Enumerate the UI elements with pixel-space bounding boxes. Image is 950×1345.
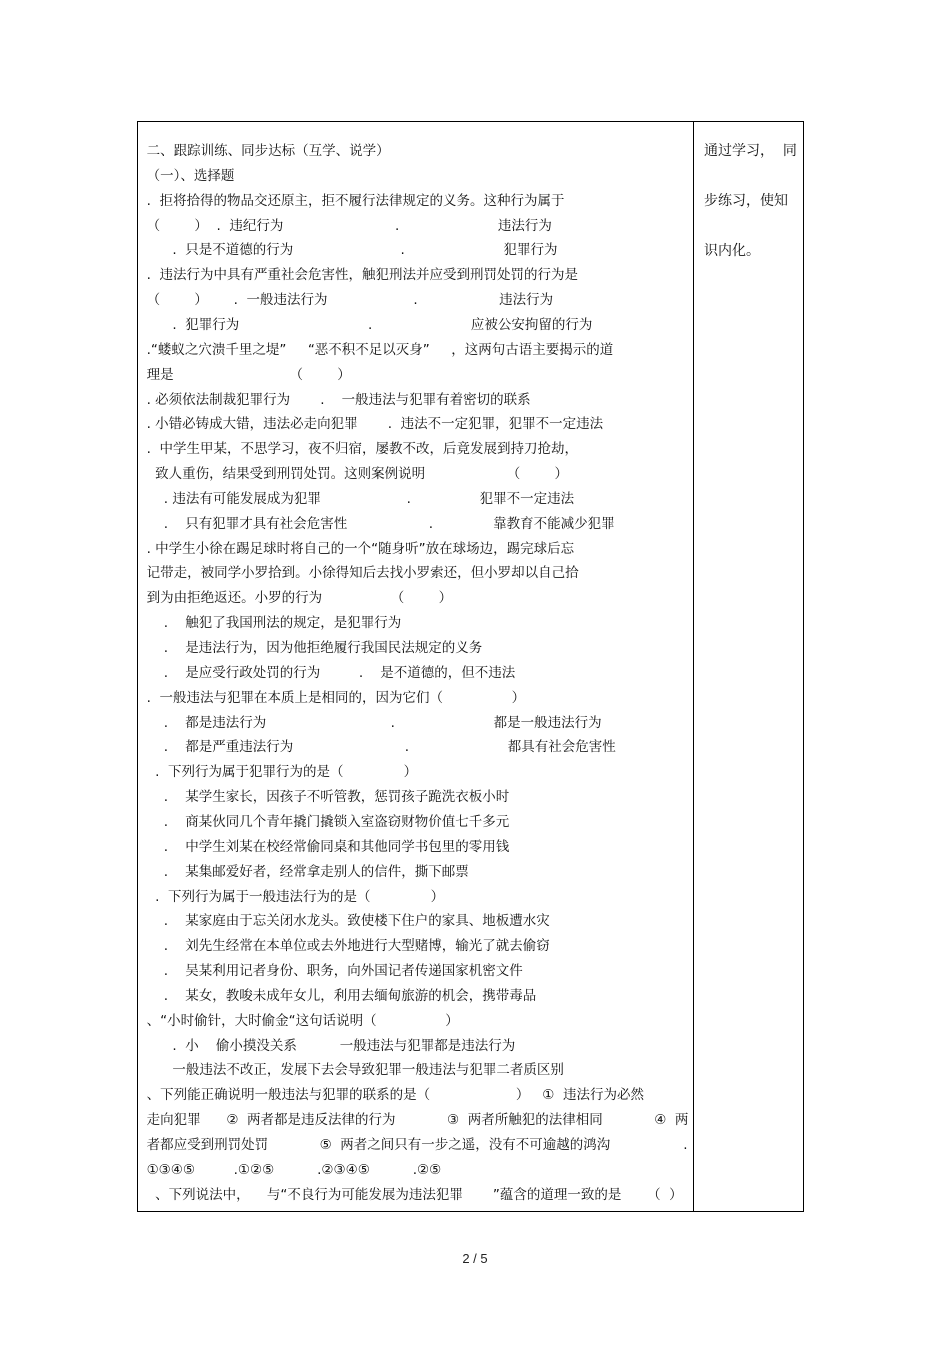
exercise-line: （ ） . 一般违法行为 . 违法行为 (138, 292, 554, 309)
exercise-line: （ ） . 违纪行为 . 违法行为 (138, 217, 552, 234)
exercise-line: . 小 偷小摸没关系 一般违法与犯罪都是违法行为 (138, 1037, 516, 1054)
exercise-line: （一）、选择题 (138, 167, 235, 184)
exercise-line: . 是违法行为，因为他拒绝履行我国民法规定的义务 (138, 640, 483, 656)
note-line: 通过学习， 同 (704, 143, 797, 159)
exercise-line: . 违法行为中具有严重社会危害性，触犯刑法并应受到刑罚处罚的行为是 (138, 267, 578, 284)
exercise-line: . 犯罪行为 . 应被公安拘留的行为 (138, 316, 593, 333)
note-line: 步练习，使知 (704, 193, 788, 209)
exercise-line: 、“小时偷针，大时偷金“这句话说明（ ） (138, 1012, 459, 1029)
exercise-line: . 必须依法制裁犯罪行为 . 一般违法与犯罪有着密切的联系 (138, 391, 531, 408)
exercise-line: . 一般违法与犯罪在本质上是相同的，因为它们（ ） (138, 689, 526, 706)
exercise-line: . 违法有可能发展成为犯罪 . 犯罪不一定违法 (138, 490, 575, 507)
exercise-line: . 下列行为属于犯罪行为的是（ ） (138, 764, 418, 781)
notes-cell (694, 121, 804, 1211)
exercise-line: . 某女，教唆未成年女儿，利用去缅甸旅游的机会，携带毒品 (138, 987, 537, 1004)
exercise-line: . 只有犯罪才具有社会危害性 . 靠教育不能减少犯罪 (138, 515, 615, 532)
exercise-line: . 中学生刘某在校经常偷同桌和其他同学书包里的零用钱 (138, 838, 510, 855)
exercise-line: . 中学生甲某，不思学习，夜不归宿，屡教不改，后竟发展到持刀抢劫， (138, 441, 578, 458)
exercise-cell (138, 121, 693, 1211)
exercise-line: 走向犯罪 ② 两者都是违反法律的行为 ③ 两者所触犯的法律相同 ④ 两 (138, 1112, 689, 1129)
exercise-line: . 是应受行政处罚的行为 . 是不道德的，但不违法 (138, 664, 516, 681)
exercise-line: 、下列能正确说明一般违法与犯罪的联系的是（ ） ① 违法行为必然 (138, 1087, 644, 1104)
exercise-line: 一般违法不改正，发展下去会导致犯罪一般违法与犯罪二者质区别 (138, 1062, 564, 1079)
exercise-line: 记带走，被同学小罗拾到。小徐得知后去找小罗索还，但小罗却以自己拾 (138, 565, 579, 582)
exercise-line: . 拒将拾得的物品交还原主，拒不履行法律规定的义务。这种行为属于 (138, 192, 565, 209)
note-line: 识内化。 (704, 243, 760, 259)
exercise-line: ①③④⑤ .①②⑤ .②③④⑤ .②⑤ (138, 1161, 442, 1178)
exercise-line: . 刘先生经常在本单位或去外地进行大型赌博，输光了就去偷窃 (138, 938, 550, 955)
exercise-line: 、下列说法中， 与“不良行为可能发展为违法犯罪 ”蕴含的道理一致的是 （ ） (138, 1186, 683, 1203)
page-number: 2 / 5 (462, 1251, 488, 1266)
exercise-line: . 某家庭由于忘关闭水龙头。致使楼下住户的家具、地板遭水灾 (138, 913, 550, 930)
exercise-line: . 中学生小徐在踢足球时将自己的一个“随身听”放在球场边，踢完球后忘 (138, 540, 575, 557)
exercise-line: . 某学生家长，因孩子不听管教，惩罚孩子跪洗衣板小时 (138, 789, 510, 806)
exercise-line: . 下列行为属于一般违法行为的是（ ） (138, 888, 445, 905)
exercise-line: 理是 （ ） (138, 366, 351, 383)
exercise-line: 者都应受到刑罚处罚 ⑤ 两者之间只有一步之遥，没有不可逾越的鸿沟 . (138, 1137, 688, 1153)
exercise-line: . 都是违法行为 . 都是一般违法行为 (138, 714, 602, 731)
exercise-line: 到为由拒绝返还。小罗的行为 （ ） (138, 590, 453, 607)
exercise-line: . 触犯了我国刑法的规定，是犯罪行为 (138, 615, 402, 632)
exercise-line: . 都是严重违法行为 . 都具有社会危害性 (138, 739, 616, 756)
exercise-line: . 只是不道德的行为 . 犯罪行为 (138, 242, 558, 259)
exercise-line: .“蝼蚁之穴溃千里之堤” “恶不积不足以灭身” ，这两句古语主要揭示的道 (138, 341, 614, 358)
exercise-line: 二、跟踪训练、同步达标（互学、说学） (138, 143, 390, 159)
exercise-line: . 商某伙同几个青年撬门撬锁入室盗窃财物价值七千多元 (138, 813, 510, 830)
exercise-line: . 某集邮爱好者，经常拿走别人的信件，撕下邮票 (138, 863, 469, 880)
exercise-line: . 小错必铸成大错，违法必走向犯罪 . 违法不一定犯罪，犯罪不一定违法 (138, 416, 604, 433)
exercise-line: . 吴某利用记者身份、职务，向外国记者传递国家机密文件 (138, 963, 523, 980)
exercise-line: 致人重伤，结果受到刑罚处罚。这则案例说明 （ ） (138, 466, 569, 483)
